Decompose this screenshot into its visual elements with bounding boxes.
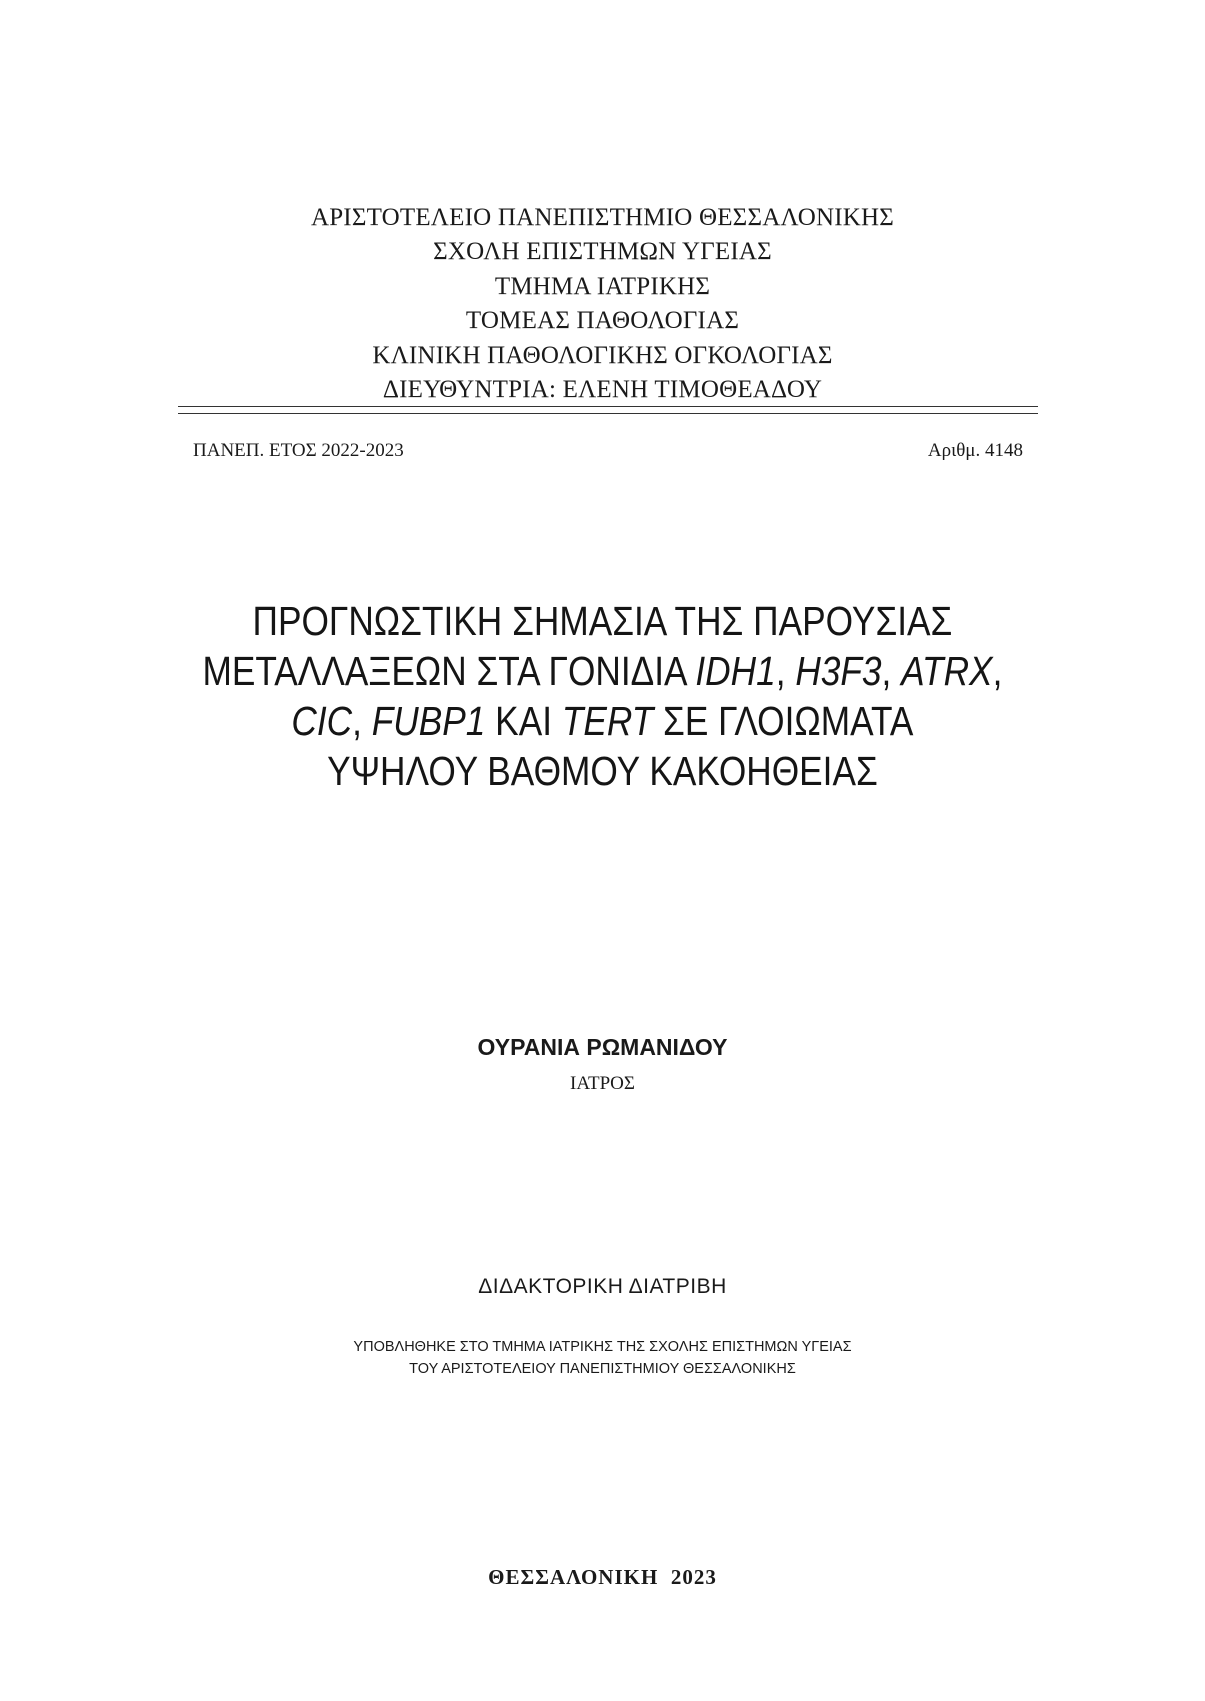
department-name: ΤΜΗΜΑ ΙΑΤΡΙΚΗΣ	[494, 272, 711, 300]
author-role: ΙΑΤΡΟΣ	[570, 1073, 635, 1094]
thesis-number: Αριθμ. 4148	[927, 440, 1023, 461]
title-separator: ,	[775, 648, 796, 694]
submission-line-2: ΤΟΥ ΑΡΙΣΤΟΤΕΛΕΙΟΥ ΠΑΝΕΠΙΣΤΗΜΙΟΥ ΘΕΣΣΑΛΟΝΙΚΗΣ	[409, 1361, 796, 1377]
title-conjunction: ΚΑΙ	[485, 698, 562, 744]
university-name: ΑΡΙΣΤΟΤΕΛΕΙΟ ΠΑΝΕΠΙΣΤΗΜΙΟ ΘΕΣΣΑΛΟΝΙΚΗΣ	[310, 204, 895, 231]
title-line-4: ΥΨΗΛΟΥ ΒΑΘΜΟΥ ΚΑΚΟΗΘΕΙΑΣ	[327, 748, 878, 794]
title-line-1: ΠΡΟΓΝΩΣΤΙΚΗ ΣΗΜΑΣΙΑ ΤΗΣ ΠΑΡΟΥΣΙΑΣ	[252, 598, 953, 644]
gene-h3f3: H3F3	[795, 648, 882, 694]
title-separator: ,	[992, 648, 1003, 694]
gene-fubp1: FUBP1	[371, 698, 486, 744]
header-divider-bottom	[178, 413, 1038, 414]
title-line-2	[84, 646, 1120, 696]
header-divider-top	[178, 406, 1038, 407]
gene-tert: TERT	[561, 698, 654, 744]
director-name: ΔΙΕΥΘΥΝΤΡΙΑ: ΕΛΕΝΗ ΤΙΜΟΘΕΑΔΟΥ	[382, 376, 823, 404]
author-name: ΟΥΡΑΝΙΑ ΡΩΜΑΝΙΔΟΥ	[477, 1034, 728, 1060]
academic-year: ΠΑΝΕΠ. ΕΤΟΣ 2022-2023	[193, 440, 404, 461]
submission-statement	[0, 1336, 1205, 1380]
sector-name: ΤΟΜΕΑΣ ΠΑΘΟΛΟΓΙΑΣ	[465, 307, 740, 335]
document-type: ΔΙΔΑΚΤΟΡΙΚΗ ΔΙΑΤΡΙΒΗ	[478, 1275, 727, 1298]
title-line-3-suffix: ΣΕ ΓΛΟΙΩΜΑΤΑ	[653, 698, 914, 744]
title-separator: ,	[352, 698, 372, 744]
thesis-title	[84, 596, 1120, 796]
title-line-3	[84, 696, 1120, 746]
institution-header	[0, 201, 1205, 407]
gene-idh1: IDH1	[695, 648, 776, 694]
title-separator: ,	[881, 648, 902, 694]
school-name: ΣΧΟΛΗ ΕΠΙΣΤΗΜΩΝ ΥΓΕΙΑΣ	[433, 238, 772, 266]
clinic-name: ΚΛΙΝΙΚΗ ΠΑΘΟΛΟΓΙΚΗΣ ΟΓΚΟΛΟΓΙΑΣ	[372, 341, 833, 369]
gene-atrx: ATRX	[901, 648, 993, 694]
gene-cic: CIC	[291, 698, 353, 744]
place-and-year: ΘΕΣΣΑΛΟΝΙΚΗ 2023	[488, 1565, 717, 1589]
submission-line-1: ΥΠΟΒΛΗΘΗΚΕ ΣΤΟ ΤΜΗΜΑ ΙΑΤΡΙΚΗΣ ΤΗΣ ΣΧΟΛΗΣ ΕΠΙΣΤΗΜΩΝ ΥΓΕΙΑΣ	[353, 1339, 852, 1355]
title-line-2-prefix: ΜΕΤΑΛΛΑΞΕΩΝ ΣΤΑ ΓΟΝΙΔΙΑ	[202, 648, 696, 694]
